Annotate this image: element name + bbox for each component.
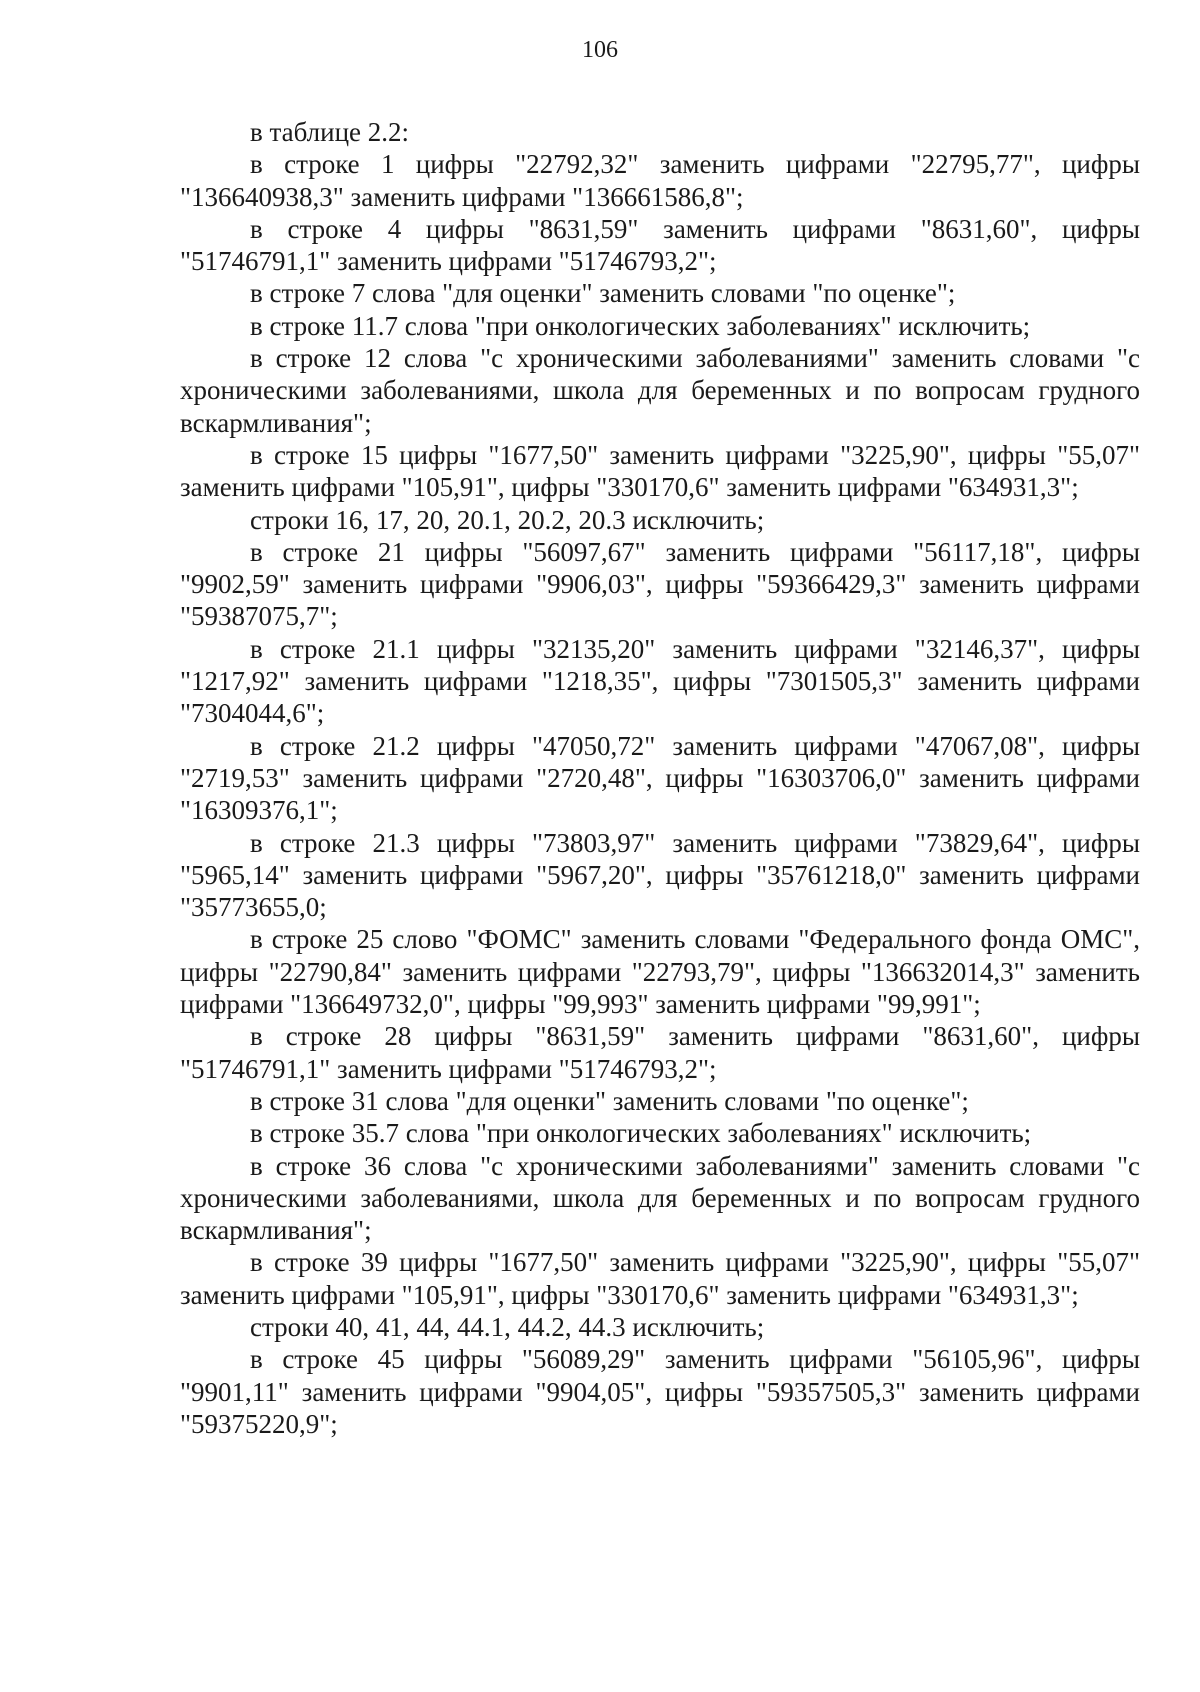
paragraph-row-28: в строке 28 цифры "8631,59" заменить цифрами "8631,60", цифры "51746791,1" заменить цифрами "51746793,2"; xyxy=(180,1021,1140,1084)
paragraph-row-1: в строке 1 цифры "22792,32" заменить цифрами "22795,77", цифры "136640938,3" заменить цифрами "136661586,8"; xyxy=(180,149,1140,212)
paragraph-row-4: в строке 4 цифры "8631,59" заменить цифрами "8631,60", цифры "51746791,1" заменить цифрами "51746793,2"; xyxy=(180,213,1140,277)
paragraph-rows-16-20: строки 16, 17, 20, 20.1, 20.2, 20.3 исключить; xyxy=(250,504,765,535)
paragraph-row-39: в строке 39 цифры "1677,50" заменить цифрами "3225,90", цифры "55,07" заменить цифрами "105,91", цифры "330170,6" заменить цифрами "634931,3"; xyxy=(180,1247,1140,1310)
paragraph-row-45: в строке 45 цифры "56089,29" заменить цифрами "56105,96", цифры "9901,11" заменить цифрами "9904,05", цифры "59357505,3" заменить цифрами "59375220,9"; xyxy=(180,1344,1140,1439)
page-number: 106 xyxy=(582,37,618,63)
paragraph-row-25: в строке 25 слово "ФОМС" заменить словами "Федерального фонда ОМС", цифры "22790,84" заменить цифрами "22793,79", цифры "136632014,3" заменить цифрами "136649732,0", цифры "99,993" заменить цифрами "99,991"; xyxy=(180,924,1140,1020)
paragraph-row-35-7: в строке 35.7 слова "при онкологических заболеваниях" исключить; xyxy=(250,1118,1032,1149)
paragraph-row-21-3: в строке 21.3 цифры "73803,97" заменить цифрами "73829,64", цифры "5965,14" заменить цифрами "5967,20", цифры "35761218,0" заменить цифрами "35773655,0; xyxy=(180,827,1140,923)
paragraph-row-21-1: в строке 21.1 цифры "32135,20" заменить цифрами "32146,37", цифры "1217,92" заменить цифрами "1218,35", цифры "7301505,3" заменить цифрами "7304044,6"; xyxy=(180,633,1140,729)
paragraph-row-21: в строке 21 цифры "56097,67" заменить цифрами "56117,18", цифры "9902,59" заменить цифрами "9906,03", цифры "59366429,3" заменить цифрами "59387075,7"; xyxy=(180,536,1140,632)
paragraph-table-intro: в таблице 2.2: xyxy=(250,117,410,147)
paragraph-row-12: в строке 12 слова "с хроническими заболеваниями" заменить словами "с хроническими заболеваниями, школа для беременных и по вопросам грудного вскармливания"; xyxy=(180,343,1140,438)
document-body xyxy=(180,116,1140,1440)
paragraph-row-11-7: в строке 11.7 слова "при онкологических заболеваниях" исключить; xyxy=(250,310,1031,341)
paragraph-row-31: в строке 31 слова "для оценки" заменить словами "по оценке"; xyxy=(250,1085,969,1116)
paragraph-row-36: в строке 36 слова "с хроническими заболеваниями" заменить словами "с хроническими заболеваниями, школа для беременных и по вопросам грудного вскармливания"; xyxy=(180,1150,1140,1246)
paragraph-row-7: в строке 7 слова "для оценки" заменить словами "по оценке"; xyxy=(250,278,956,309)
paragraph-rows-40-44: строки 40, 41, 44, 44.1, 44.2, 44.3 исключить; xyxy=(250,1311,765,1342)
paragraph-row-15: в строке 15 цифры "1677,50" заменить цифрами "3225,90", цифры "55,07" заменить цифрами "105,91", цифры "330170,6" заменить цифрами "634931,3"; xyxy=(180,439,1140,503)
paragraph-row-21-2: в строке 21.2 цифры "47050,72" заменить цифрами "47067,08", цифры "2719,53" заменить цифрами "2720,48", цифры "16303706,0" заменить цифрами "16309376,1"; xyxy=(180,730,1140,826)
